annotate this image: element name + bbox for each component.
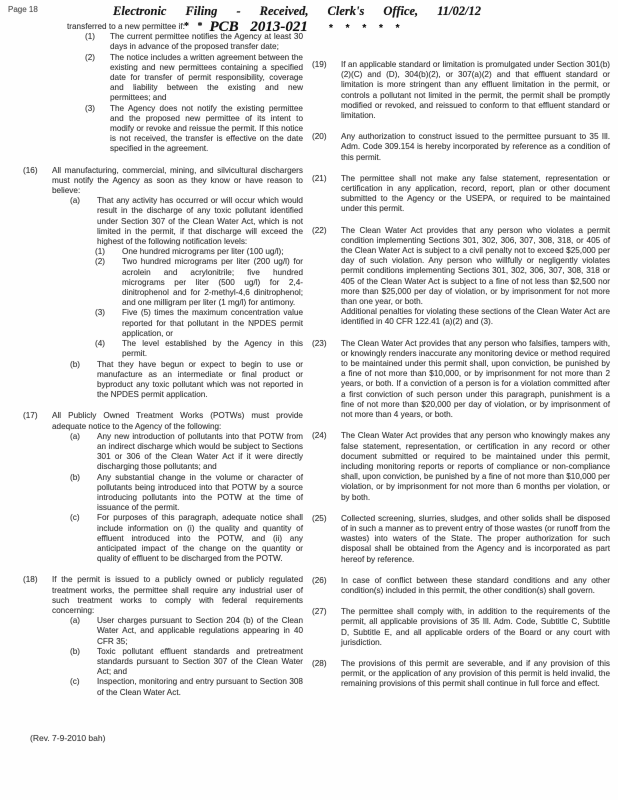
item-text: If the permit is issued to a publicly owned or publicly regulated treatment works, the permittee shall require any industrial user of such treatment works to comply with federal requirements concerning: (52, 575, 303, 615)
item-text: The permittee shall not make any false statement, representation or certification in any application, record, report, plan or other document submitted to the Agency or the USEPA, or required to be maintained under this permit. (341, 173, 610, 214)
item-text: transferred to a new permittee if: (67, 22, 185, 31)
item-text: Collected screening, slurries, sludges, and other solids shall be disposed of in such a manner as to prevent entry of those wastes (or runoff from the wastes) into waters of the State. The proper authorization for such disposal shall be obtained from the Agency and is incorporated as part hereof by reference. (341, 513, 610, 564)
item-text: For purposes of this paragraph, adequate notice shall include information on (i) the quality and quantity of effluent introduced into the POTW, and (ii) any anticipated impact of the change on the quantity or quality of effluent to be discharged from the POTW. (97, 513, 303, 564)
item-number: (1) (95, 247, 106, 257)
item-text: That any activity has occurred or will occur which would result in the discharge of any toxic pollutant identified under Section 307 of the Clean Water Act, which is not limited in the permit, if that discharge will exceed the highest of the following notification levels: (97, 196, 303, 247)
condition-item (70, 360, 303, 401)
item-text: The level established by the Agency in this permit. (122, 339, 303, 359)
item-number: (21) (312, 173, 327, 183)
item-number: (28) (312, 658, 327, 668)
item-text: The Clean Water Act provides that any person who knowingly makes any false statement, representation, or certification in any record or other document submitted or required to be maintained under this permit, including monitoring reports or reports of compliance or non-compliance shall, upon conviction, be punished by a fine of not more than $10,000 per violation, or by imprisonment for not more than 6 months per violation, or by both. (341, 431, 610, 502)
condition-item (312, 339, 610, 421)
item-number: (3) (95, 308, 106, 318)
item-text: The notice includes a written agreement between the existing and new permittees containing a specified date for transfer of permit responsibility, coverage and liability between the existing and new permittees; and (110, 52, 303, 103)
condition-item (95, 257, 303, 308)
condition-item (95, 247, 303, 257)
item-number: (c) (70, 513, 80, 523)
condition-item (70, 513, 303, 564)
condition-item (85, 32, 303, 52)
item-text: Any substantial change in the volume or character of pollutants being introduced into that POTW by a source introducing pollutants into the POTW at the time of issuance of the permit. (97, 472, 303, 513)
item-text: Any authorization to construct issued to the permittee pursuant to 35 Ill. Adm. Code 309.154 is hereby incorporated by reference as a condition of this permit. (341, 132, 610, 162)
item-text: Toxic pollutant effluent standards and pretreatment standards pursuant to Section 307 of the Clean Water Act; and (97, 646, 303, 677)
item-number: (4) (95, 339, 106, 349)
item-text: Additional penalties for violating these sections of the Clean Water Act are identified in 40 CFR 122.41 (a)(2) and (3). (341, 307, 610, 327)
item-text: The permittee shall comply with, in addition to the requirements of the permit, all applicable provisions of 35 Ill. Adm. Code, Subtitle C, Subtitle D, Subtitle E, and all applicable orders of the Board or any court with jurisdiction. (341, 607, 610, 647)
item-text: All Publicly Owned Treatment Works (POTWs) must provide adequate notice to the Agency of the following: (52, 411, 303, 431)
stamp-word: 11/02/12 (437, 4, 481, 18)
stamp-stars: * * * * * (329, 23, 405, 34)
condition-item (95, 339, 303, 359)
item-number: (24) (312, 431, 327, 441)
item-number: (a) (70, 196, 81, 206)
item-text: If an applicable standard or limitation is promulgated under Section 301(b)(2)(C) and (D), 304(b)(2), or 307(a)(2) and that effluent standard or limitation is more stringent than any effluent limitation in the permit, or controls a pollutant not limited in the permit, the permit shall be promptly modified or revoked, and reissued to conform to that effluent standard or limitation. (341, 60, 610, 121)
condition-item (312, 607, 610, 648)
item-text: The Agency does not notify the existing permittee and the proposed new permittee of its intent to modify or revoke and reissue the permit. If this notice is not received, the transfer is effective on the date specified in the agreement. (110, 103, 303, 154)
stamp-word: Electronic (113, 4, 167, 18)
condition-item (70, 677, 303, 697)
item-number: (a) (70, 616, 81, 626)
item-text: The current permittee notifies the Agency at least 30 days in advance of the proposed transfer date; (110, 32, 303, 52)
condition-item (23, 575, 303, 616)
condition-item (70, 473, 303, 514)
item-text: The Clean Water Act provides that any person who falsifies, tampers with, or knowingly renders inaccurate any monitoring device or method required to be maintained under this permit shall, upon conviction, be punished by a fine of not more than $10,000, or by imprisonment for not more than 2 years, or both. If a conviction of a person is for a violation committed after a first conviction of such person under this paragraph, punishment is a fine of not more than $20,000 per day of violation, or by imprisonment of not more than 4 years, or both. (341, 338, 610, 420)
conditions-right-column (312, 60, 610, 690)
item-number: (20) (312, 132, 327, 142)
condition-item (312, 431, 610, 502)
item-number: (b) (70, 359, 81, 369)
item-text: The provisions of this permit are severable, and if any provision of this permit, or the application of any provision of this permit is held invalid, the remaining provisions of this permit shall continue in full force and effect. (341, 658, 610, 689)
item-number: (23) (312, 338, 327, 348)
item-text: All manufacturing, commercial, mining, and silvicultural dischargers must notify the Agency as soon as they know or have reason to believe: (52, 165, 303, 196)
condition-item (85, 104, 303, 155)
condition-item (95, 308, 303, 339)
condition-item (70, 432, 303, 473)
item-text: That they have begun or expect to begin to use or manufacture as an intermediate or final product or byproduct any toxic pollutant which was not reported in the NPDES permit application. (97, 359, 303, 400)
condition-item (341, 307, 610, 327)
condition-item (312, 576, 610, 596)
condition-item (70, 196, 303, 247)
item-number: (b) (70, 646, 81, 656)
item-text: Any new introduction of pollutants into that POTW from an indirect discharge which would be subject to Sections 301 or 306 of the Clean Water Act if it were directly discharging those pollutants; and (97, 431, 303, 472)
efiling-stamp-line1 (113, 4, 481, 19)
condition-item (312, 659, 610, 690)
stamp-word: Received, (259, 4, 309, 18)
item-number: (2) (85, 52, 96, 62)
condition-item (70, 616, 303, 647)
item-number: (18) (23, 575, 38, 585)
condition-item (67, 22, 303, 32)
condition-item (312, 514, 610, 565)
stamp-word: Office, (383, 4, 419, 18)
condition-item (23, 166, 303, 197)
condition-item (312, 132, 610, 163)
item-number: (25) (312, 513, 327, 523)
item-text: Five (5) times the maximum concentration value reported for that pollutant in the NPDES permit application, or (122, 308, 303, 338)
condition-item (85, 53, 303, 104)
item-text: The Clean Water Act provides that any person who violates a permit condition implementing Sections 301, 302, 306, 307, 308, 318, or 405 of the Clean Water Act is subject to a civil penalty not to exceed $25,000 per day of such violation. Any person who willfully or negligently violates permit conditions implementing Sections 301, 302, 306, 307, 308, 318 or 405 of the Clean Water Act is subject to a fine of not less than $2,500 nor more than $25,000 per day of violation, or by imprisonment for not more than one year, or both. (341, 225, 610, 307)
item-text: One hundred micrograms per liter (100 ug/l); (122, 247, 284, 257)
stamp-word: Filing (185, 4, 218, 18)
item-number: (16) (23, 165, 38, 175)
item-text: User charges pursuant to Section 204 (b) of the Clean Water Act, and applicable regulations appearing in 40 CFR 35; (97, 616, 303, 646)
item-number: (3) (85, 103, 96, 113)
condition-item (312, 226, 610, 308)
item-number: (26) (312, 575, 327, 585)
item-text: Two hundred micrograms per liter (200 ug/l) for acrolein and acrylonitrile; five hundred micrograms per liter (500 ug/l) for 2,4-dinitrophenol and for 2-methyl-4,6 dinitrophenol; and one milligram per liter (1 mg/l) for antimony. (122, 257, 303, 308)
item-number: (b) (70, 472, 81, 482)
condition-item (312, 60, 610, 121)
item-number: (27) (312, 607, 327, 617)
item-number: (22) (312, 225, 327, 235)
item-text: Inspection, monitoring and entry pursuant to Section 308 of the Clean Water Act. (97, 677, 303, 697)
conditions-left-column (23, 22, 303, 698)
item-number: (1) (85, 32, 96, 42)
item-number: (19) (312, 60, 327, 69)
condition-item (70, 647, 303, 678)
item-number: (17) (23, 411, 38, 421)
page-number: Page 18 (8, 5, 38, 14)
stamp-word: - (236, 4, 241, 18)
condition-item (312, 174, 610, 215)
item-number: (a) (70, 431, 81, 441)
revision-note: (Rev. 7-9-2010 bah) (30, 733, 106, 743)
stamp-word: Clerk's (327, 4, 365, 18)
item-text: In case of conflict between these standard conditions and any other condition(s) included in this permit, the other condition(s) shall govern. (341, 575, 610, 595)
case-number: PCB 2013-021 (209, 19, 308, 35)
item-number: (c) (70, 677, 80, 687)
condition-item (23, 411, 303, 431)
stamp-stars-prefix: * * (184, 21, 206, 32)
item-number: (2) (95, 257, 106, 267)
